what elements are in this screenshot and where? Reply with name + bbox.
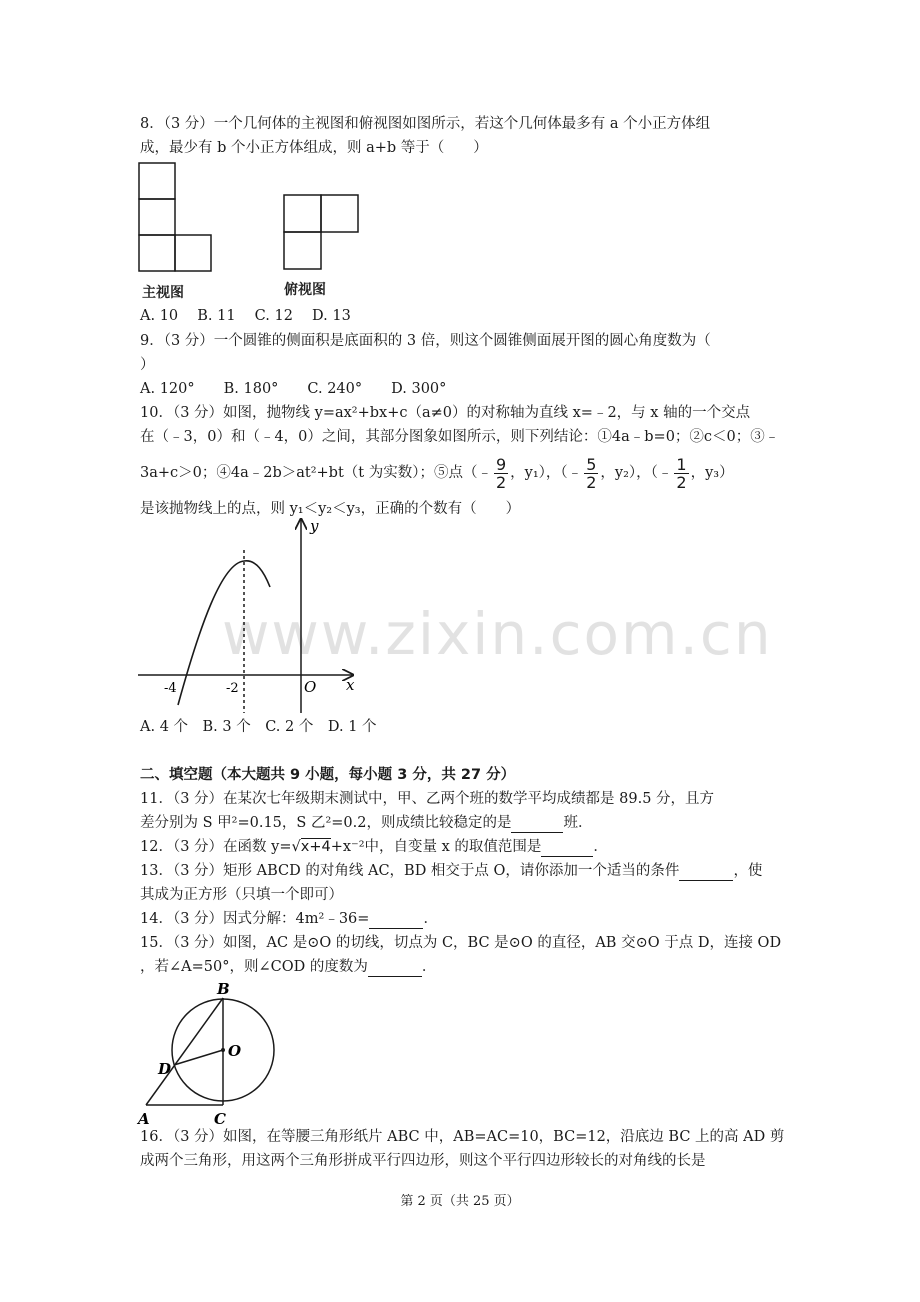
fraction-5-2: $\frac{5}{2}$ [586,454,597,492]
q8-options: A. 10 B. 11 C. 12 D. 13 [140,308,351,324]
q13-text-b: ，使 [733,863,763,879]
q14-text-b: ． [423,911,438,927]
q9-line1: 9．（3 分）一个圆锥的侧面积是底面积的 3 倍，则这个圆锥侧面展开图的圆心角度数为（ [140,333,711,349]
fraction-1-2: $\frac{1}{2}$ [676,454,687,492]
q10-line3-part-b: ，y₁），（﹣ [510,465,583,481]
q15-answer-blank[interactable] [368,958,422,977]
q10-line3-part-d: ，y₃） [690,465,734,481]
q12-answer-blank[interactable] [541,838,593,857]
q14-text-a: 14．（3 分）因式分解：4m²﹣36= [140,911,370,927]
q12-sqrt-argument: x+4 [300,839,331,855]
q15-line1: 15．（3 分）如图，AC 是⊙O 的切线，切点为 C，BC 是⊙O 的直径，AB 交⊙O 于点 D，连接 OD [140,935,782,951]
q9-line2: ） [140,357,155,373]
q11-line2-text: 差分别为 S 甲²=0.15，S 乙²=0.2，则成绩比较稳定的是 [140,815,512,831]
q11-line2 [140,814,592,833]
q8-line1: 8．（3 分）一个几何体的主视图和俯视图如图所示，若这个几何体最多有 a 个小正方体组 [140,116,711,132]
label-O: O [228,1042,242,1060]
q10-line3 [140,454,734,492]
watermark: www.zixin.com.cn [222,600,773,668]
top-view-caption: 俯视图 [284,282,326,298]
q12-text-b: +x⁻²中，自变量 x 的取值范围是 [330,839,542,855]
graph-x-label: x [346,676,355,694]
graph-tick-minus4: -4 [164,681,177,696]
q8-line2: 成，最少有 b 个小正方体组成，则 a+b 等于（ ） [140,140,488,156]
q11-answer-blank[interactable] [511,814,563,833]
q13-answer-blank[interactable] [679,862,733,881]
q8-top-view-figure [283,193,363,273]
q16-line2: 成两个三角形，用这两个三角形拼成平行四边形，则这个平行四边形较长的对角线的长是 [140,1153,706,1169]
q15-text-a: ，若∠A=50°，则∠COD 的度数为 [140,959,368,975]
graph-tick-minus2: -2 [226,681,239,696]
q14-answer-blank[interactable] [369,910,423,929]
label-D: D [158,1060,172,1078]
q8-front-view-figure [138,160,218,272]
q10-line2: 在（﹣3，0）和（﹣4，0）之间，其部分图象如图所示，则下列结论：①4a﹣b=0；②c＜0；③﹣ [140,429,780,445]
label-B: B [217,980,230,998]
section-title: 二、填空题（本大题共 9 小题，每小题 3 分，共 27 分） [140,767,516,783]
q12-text-c: ． [593,839,608,855]
q10-line4: 是该抛物线上的点，则 y₁＜y₂＜y₃，正确的个数有（ ） [140,501,521,517]
q16-line1: 16．（3 分）如图，在等腰三角形纸片 ABC 中，AB=AC=10，BC=12，沿底边 BC 上的高 AD 剪 [140,1129,785,1145]
q10-line3-part-c: ，y₂），（﹣ [600,465,673,481]
graph-y-label: y [310,517,319,535]
fraction-9-2: $\frac{9}{2}$ [495,454,507,492]
q10-line1: 10．（3 分）如图，抛物线 y=ax²+bx+c（a≠0）的对称轴为直线 x=﹣2，与 x 轴的一个交点 [140,405,751,421]
label-A: A [138,1110,150,1128]
q9-options: A. 120° B. 180° C. 240° D. 300° [140,381,447,397]
q13-line1 [140,862,762,881]
q15-line2 [140,958,436,977]
q11-line1: 11．（3 分）在某次七年级期末测试中，甲、乙两个班的数学平均成绩都是 89.5 分，且方 [140,791,715,807]
graph-origin-label: O [304,678,317,696]
q15-text-b: ． [421,959,437,975]
front-view-caption: 主视图 [142,285,184,301]
q14-line [140,910,438,929]
q10-line3-part-a: 3a+c＞0；④4a﹣2b＞at²+bt（t 为实数）；⑤点（﹣ [140,465,492,481]
q10-options: A. 4 个 B. 3 个 C. 2 个 D. 1 个 [140,719,377,735]
q13-text-a: 13．（3 分）矩形 ABCD 的对角线 AC，BD 相交于点 O，请你添加一个适当的条件 [140,863,680,879]
q12-text-a: 12．（3 分）在函数 y= [140,839,292,855]
page-footer: 第 2 页（共 25 页） [400,1194,520,1209]
q13-line2: 其成为正方形（只填一个即可） [140,887,343,903]
q15-circle-figure [136,978,286,1128]
q12-line: 12．（3 分）在函数 y=√x+4+x⁻²中，自变量 x 的取值范围是 ． [140,839,608,855]
label-C: C [214,1110,226,1128]
q10-parabola-graph [138,515,368,715]
q11-line2-end: 班． [563,815,593,831]
